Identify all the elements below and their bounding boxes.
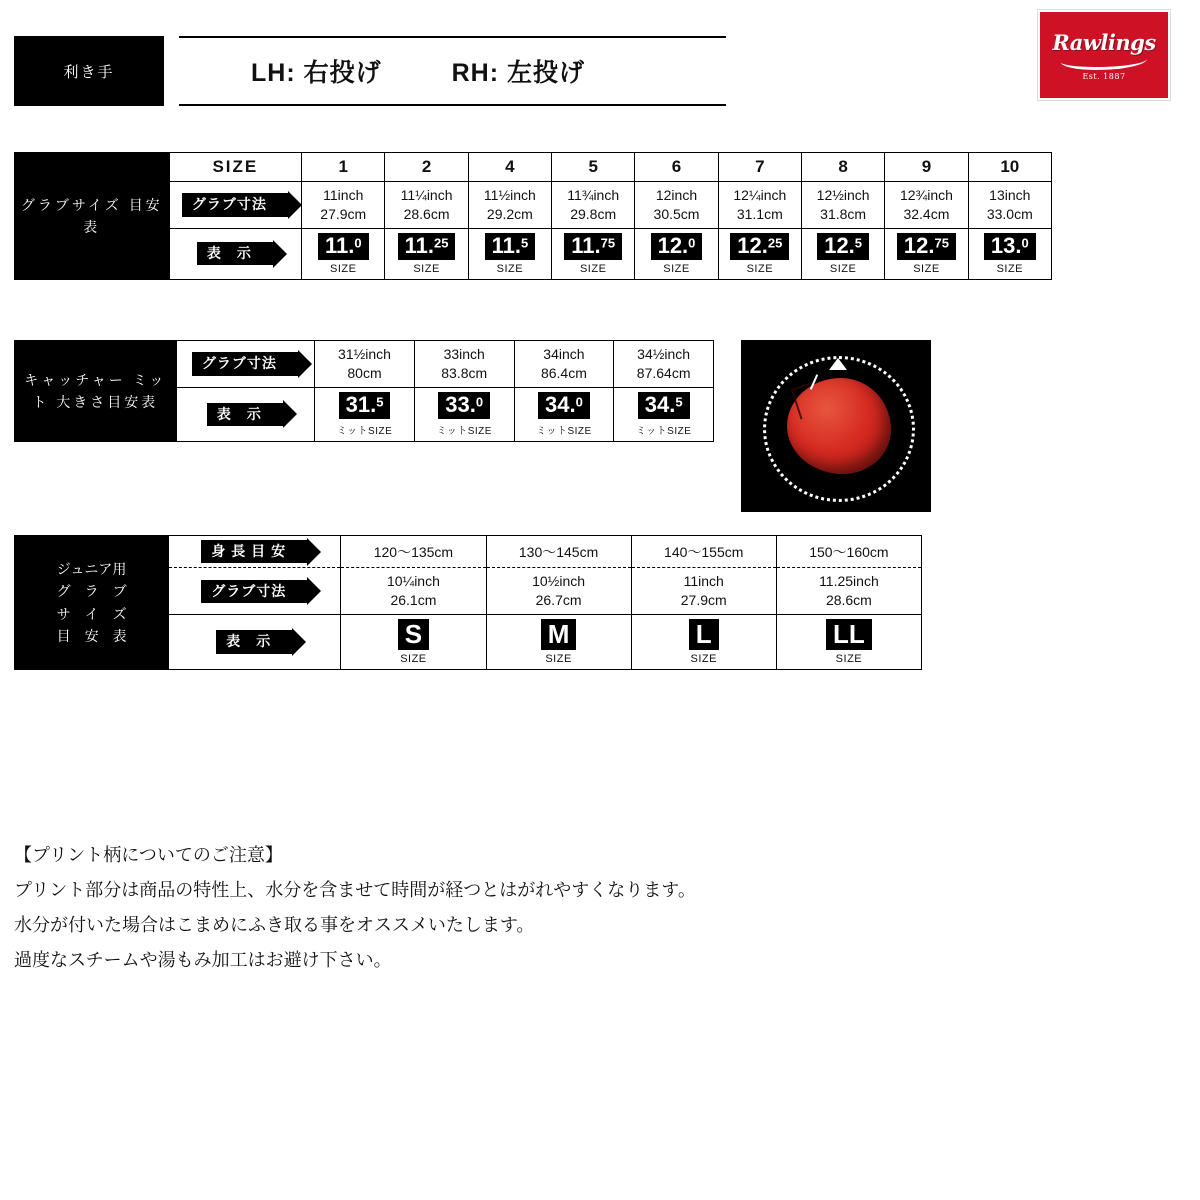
mitt-dimension-34: 34inch 86.4cm — [514, 341, 614, 388]
catchers-mitt-table — [14, 340, 714, 442]
handedness-values — [179, 36, 726, 106]
junior-dimension-m: 10½inch 26.7cm — [486, 568, 631, 615]
table-row — [15, 228, 1052, 279]
size-chip-caption: SIZE — [330, 262, 357, 275]
glove-row-header-dimension — [169, 182, 302, 229]
logo-swoosh-icon — [1061, 51, 1147, 70]
size-chip-caption: ミットSIZE — [536, 425, 592, 437]
size-chip: 11.5 — [485, 233, 536, 260]
glove-table-label: グラブサイズ 目安表 — [15, 153, 170, 280]
size-chip-caption: SIZE — [913, 262, 940, 275]
junior-height-m: 130〜145cm — [486, 536, 631, 568]
glove-dimension-2: 11¼inch 28.6cm — [385, 182, 468, 229]
rawlings-logo — [1038, 10, 1170, 100]
mitt-table-label: キャッチャー ミット 大きさ目安表 — [15, 341, 177, 442]
dimension-tag: グラブ寸法 — [201, 580, 308, 603]
glove-display-6 — [635, 228, 718, 279]
mitt-dimension-33: 33inch 83.8cm — [414, 341, 514, 388]
table-row — [15, 153, 1052, 182]
size-chip-caption: SIZE — [829, 262, 857, 275]
glove-dimension-10: 13inch 33.0cm — [968, 182, 1051, 229]
display-tag: 表 示 — [207, 403, 284, 426]
handedness-item-rh: RH: 左投げ — [451, 59, 585, 87]
glove-dimension-7: 12¼inch 31.1cm — [718, 182, 801, 229]
table-row — [15, 341, 714, 388]
junior-dimension-s: 10¼inch 26.1cm — [341, 568, 486, 615]
glove-display-5 — [552, 228, 635, 279]
size-chip: 12.0 — [651, 233, 703, 260]
glove-display-2 — [385, 228, 468, 279]
notes-line-1: プリント部分は商品の特性上、水分を含ませて時間が経つとはがれやすくなります。 — [14, 880, 696, 901]
size-chip: 12.75 — [897, 233, 956, 260]
size-chip: 11.0 — [318, 233, 369, 260]
glove-size-2: 2 — [385, 153, 468, 182]
glove-size-6: 6 — [635, 153, 718, 182]
junior-display-s — [341, 615, 486, 670]
notes-line-3: 過度なスチームや湯もみ加工はお避け下さい。 — [14, 950, 392, 971]
size-chip-caption: SIZE — [690, 653, 717, 666]
junior-dimension-ll: 11.25inch 28.6cm — [776, 568, 921, 615]
handedness-label: 利き手 — [14, 36, 164, 106]
glove-display-1 — [302, 228, 385, 279]
size-chip-caption: SIZE — [400, 653, 427, 666]
glove-dimension-8: 12½inch 31.8cm — [801, 182, 884, 229]
glove-size-8: 8 — [801, 153, 884, 182]
size-chip: 11.75 — [564, 233, 622, 260]
junior-display-ll — [776, 615, 921, 670]
junior-size-chart-section — [14, 535, 922, 670]
mitt-dimension-31-5: 31½inch 80cm — [315, 341, 415, 388]
dimension-tag: グラブ寸法 — [192, 352, 299, 375]
glove-size-4: 4 — [468, 153, 551, 182]
glove-display-7 — [718, 228, 801, 279]
glove-size-table — [14, 152, 1052, 280]
glove-row-header-size: SIZE — [169, 153, 302, 182]
glove-dimension-1: 11inch 27.9cm — [302, 182, 385, 229]
size-chip: S — [398, 619, 429, 650]
size-chip-caption: SIZE — [579, 262, 607, 275]
size-chip: 31.5 — [339, 392, 391, 419]
handedness-section — [14, 36, 726, 106]
display-tag: 表 示 — [197, 242, 274, 265]
glove-display-10 — [968, 228, 1051, 279]
junior-height-ll: 150〜160cm — [776, 536, 921, 568]
glove-display-4 — [468, 228, 551, 279]
glove-dimension-6: 12inch 30.5cm — [635, 182, 718, 229]
junior-display-l — [631, 615, 776, 670]
glove-size-9: 9 — [885, 153, 968, 182]
junior-height-l: 140〜155cm — [631, 536, 776, 568]
glove-size-1: 1 — [302, 153, 385, 182]
size-chip-caption: SIZE — [496, 262, 524, 275]
mitt-row-header-display — [176, 387, 315, 441]
size-chip-caption: SIZE — [545, 653, 572, 666]
junior-row-header-height — [169, 536, 341, 568]
size-chip-caption: ミットSIZE — [635, 425, 692, 437]
logo-est-text: Est. 1887 — [1082, 71, 1126, 81]
glove-size-chart-section — [14, 152, 1052, 280]
size-chip: 12.25 — [730, 233, 789, 260]
up-arrow-icon — [829, 358, 847, 370]
glove-size-5: 5 — [552, 153, 635, 182]
notes-line-2: 水分が付いた場合はこまめにふき取る事をオススメいたします。 — [14, 915, 535, 936]
glove-display-8 — [801, 228, 884, 279]
size-chip-caption: ミットSIZE — [436, 425, 492, 437]
mitt-display-34 — [514, 387, 614, 441]
glove-display-9 — [885, 228, 968, 279]
catchers-mitt-photo — [741, 340, 931, 512]
dimension-tag: グラブ寸法 — [182, 193, 289, 216]
handedness-item-lh: LH: 右投げ — [251, 59, 382, 87]
size-chip-caption: SIZE — [746, 262, 774, 275]
logo-wordmark: Rawlings — [1052, 29, 1156, 55]
glove-dimension-9: 12¾inch 32.4cm — [885, 182, 968, 229]
glove-dimension-5: 11¾inch 29.8cm — [552, 182, 635, 229]
junior-height-s: 120〜135cm — [341, 536, 486, 568]
glove-size-7: 7 — [718, 153, 801, 182]
height-tag: 身 長 目 安 — [201, 540, 308, 563]
junior-dimension-l: 11inch 27.9cm — [631, 568, 776, 615]
junior-size-table — [14, 535, 922, 670]
mitt-row-header-dimension — [176, 341, 315, 388]
size-chip-caption: SIZE — [835, 653, 863, 666]
size-chip: 13.0 — [984, 233, 1036, 260]
catchers-mitt-chart-section — [14, 340, 714, 442]
size-chip: M — [541, 619, 577, 650]
table-row — [15, 182, 1052, 229]
mitt-display-31-5 — [315, 387, 415, 441]
display-tag: 表 示 — [216, 630, 293, 653]
junior-row-header-display — [169, 615, 341, 670]
size-chip-caption: ミットSIZE — [336, 425, 393, 437]
size-chip-caption: SIZE — [413, 262, 440, 275]
size-chip: 12.5 — [817, 233, 869, 260]
mitt-display-34-5 — [614, 387, 714, 441]
size-chip: 34.5 — [638, 392, 690, 419]
size-chip: 34.0 — [538, 392, 590, 419]
mitt-dimension-34-5: 34½inch 87.64cm — [614, 341, 714, 388]
glove-row-header-display — [169, 228, 302, 279]
junior-display-m — [486, 615, 631, 670]
junior-table-label: ジュニア用 グ ラ ブ サ イ ズ 目 安 表 — [15, 536, 169, 670]
size-chip: 33.0 — [438, 392, 490, 419]
mitt-display-33 — [414, 387, 514, 441]
size-chip: L — [689, 619, 719, 650]
table-row — [15, 536, 922, 568]
size-chip: 11.25 — [398, 233, 456, 260]
glove-dimension-4: 11½inch 29.2cm — [468, 182, 551, 229]
junior-row-header-dimension — [169, 568, 341, 615]
size-chip-caption: SIZE — [996, 262, 1024, 275]
size-chip-caption: SIZE — [663, 262, 690, 275]
glove-size-10: 10 — [968, 153, 1051, 182]
notes-title: 【プリント柄についてのご注意】 — [14, 845, 283, 865]
print-pattern-notes — [14, 838, 1014, 978]
size-chip: LL — [826, 619, 872, 650]
